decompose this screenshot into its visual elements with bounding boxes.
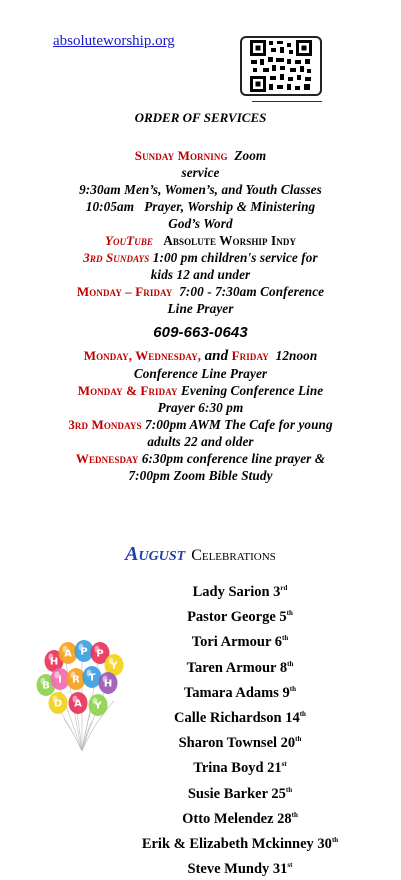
service-mon-fri-2: Line Prayer: [167, 301, 234, 316]
birthday-name: Susie Barker 25: [187, 785, 286, 802]
list-item: [80, 805, 400, 830]
ordinal-suffix: st: [281, 760, 287, 769]
list-item: [80, 704, 400, 729]
list-item: [80, 729, 400, 754]
service-third-monday-2: adults 22 and older: [147, 434, 254, 449]
service-third-sunday: [0, 249, 401, 266]
balloon-letter: P: [80, 646, 88, 658]
list-item: [80, 830, 400, 855]
mwf-friday-label: Friday: [231, 348, 269, 363]
balloon-letter: I: [58, 674, 62, 686]
youtube-label: YouTube: [104, 233, 154, 248]
qr-code-frame: [240, 36, 322, 96]
qr-code-icon: [249, 39, 313, 93]
birthday-name: Otto Melendez 28: [182, 810, 292, 827]
service-mon-fri-evening-2: Prayer 6:30 pm: [157, 400, 244, 415]
list-item: [80, 603, 400, 628]
balloon-letter: H: [103, 678, 113, 690]
ordinal-suffix: th: [295, 735, 302, 744]
ordinal-suffix: th: [291, 810, 298, 819]
birthday-name: Tamara Adams 9: [183, 684, 290, 701]
phone-number: 609-663-0643: [153, 324, 248, 341]
wednesday-label: Wednesday: [75, 451, 139, 466]
ordinal-suffix: th: [286, 609, 293, 618]
service-mwf: [0, 347, 401, 365]
service-third-sunday-2: kids 12 and under: [150, 267, 251, 282]
service-prayer-2: God’s Word: [168, 216, 233, 231]
ordinal-suffix: th: [282, 634, 289, 643]
birthday-name: Erik & Elizabeth Mckinney 30: [141, 836, 332, 853]
mon-fri-label: Monday – Friday: [76, 284, 173, 299]
service-prayer: 10:05am Prayer, Worship & Ministering: [85, 199, 316, 214]
list-item: [80, 679, 400, 704]
birthday-name: Calle Richardson 14: [174, 710, 300, 727]
ordinal-suffix: st: [287, 861, 293, 870]
mon-fri-evening-label: Monday & Friday: [77, 383, 178, 398]
balloon-letter: D: [53, 698, 63, 710]
mwf-text: 12noon: [275, 348, 318, 363]
third-sunday-label: 3rd Sundays: [83, 250, 150, 265]
ordinal-suffix: rd: [280, 584, 288, 592]
service-mon-fri: [0, 283, 401, 300]
celebrations-title: Celebrations: [191, 547, 276, 564]
third-monday-text: 7:00pm AWM The Cafe for young: [145, 417, 333, 432]
service-wednesday-2: 7:00pm Zoom Bible Study: [128, 468, 273, 483]
ordinal-suffix: th: [299, 710, 306, 719]
ordinal-suffix: th: [287, 659, 294, 668]
sunday-text: Zoom: [234, 148, 267, 163]
service-mwf-2: Conference Line Prayer: [133, 366, 268, 381]
balloon-letter: B: [42, 680, 50, 692]
services-list: [0, 147, 401, 484]
birthday-name: Lady Sarion 3: [192, 584, 281, 600]
mon-fri-text: 7:00 - 7:30am Conference: [179, 284, 325, 299]
list-item: [80, 578, 400, 603]
third-monday-label: 3rd Mondays: [68, 417, 142, 432]
website-link[interactable]: absoluteworship.org: [53, 33, 175, 49]
list-item: [80, 628, 400, 653]
page-title: ORDER OF SERVICES: [134, 110, 267, 125]
celebrations-heading: [0, 543, 401, 566]
balloon-letter: Y: [94, 700, 102, 712]
celebrations-month: August: [125, 543, 186, 565]
third-sunday-text: 1:00 pm children's service for: [152, 250, 318, 265]
mon-fri-evening-text: Evening Conference Line: [181, 383, 324, 398]
birthday-name: Pastor George 5: [187, 609, 287, 626]
mwf-label: Monday, Wednesday,: [83, 348, 202, 363]
balloon-letter: R: [72, 674, 80, 686]
youtube-channel: Absolute Worship Indy: [163, 233, 297, 248]
birthday-name: Taren Armour 8: [186, 659, 288, 676]
sunday-label: Sunday Morning: [134, 148, 228, 163]
ordinal-suffix: th: [289, 684, 297, 693]
birthday-name: Sharon Townsel 20: [178, 735, 296, 752]
balloon-letter: T: [88, 672, 96, 684]
birthday-name: Tori Armour 6: [191, 634, 282, 651]
birthday-name: Trina Boyd 21: [193, 760, 282, 777]
divider-line: [252, 101, 322, 102]
list-item: [80, 754, 400, 779]
service-sunday: [0, 147, 401, 164]
service-wednesday: [0, 450, 401, 467]
list-item: [80, 780, 400, 805]
ordinal-suffix: th: [331, 836, 339, 845]
list-item: [80, 654, 400, 679]
balloon-letter: P: [96, 648, 104, 660]
mwf-and: and: [204, 348, 229, 364]
balloon-letter: H: [49, 656, 59, 668]
wednesday-text: 6:30pm conference line prayer &: [141, 451, 326, 466]
ordinal-suffix: th: [285, 785, 293, 794]
balloon-letter: A: [64, 648, 72, 660]
balloon-letter: A: [74, 698, 82, 710]
list-item: [80, 855, 400, 880]
service-third-monday: [0, 416, 401, 433]
birthday-list: [80, 578, 400, 880]
service-classes: 9:30am Men’s, Women’s, and Youth Classes: [79, 182, 322, 197]
service-mon-fri-evening: [0, 382, 401, 399]
balloon-letter: Y: [110, 660, 118, 672]
service-sunday-2: service: [181, 165, 220, 180]
birthday-name: Steve Mundy 31: [187, 861, 288, 878]
service-youtube: [0, 232, 401, 249]
